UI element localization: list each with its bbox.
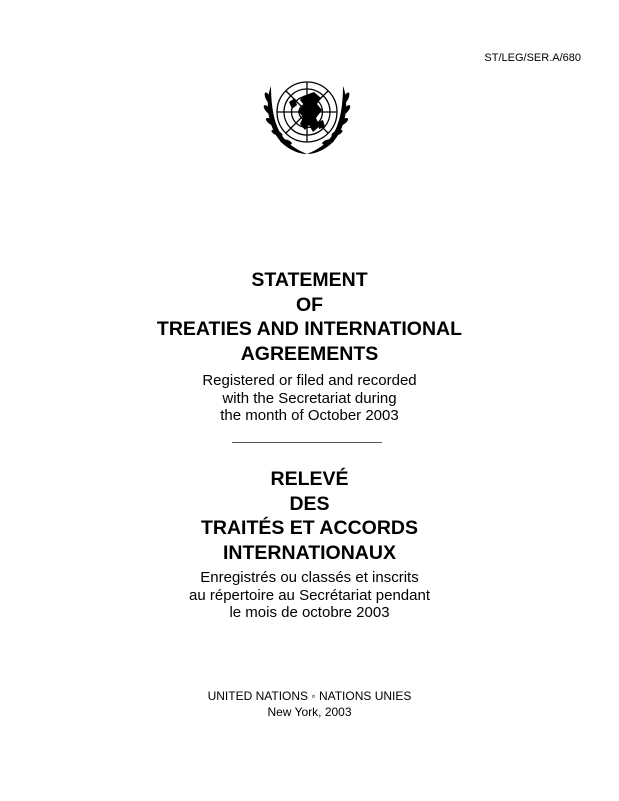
english-subtitle-line: the month of October 2003 — [220, 407, 399, 424]
document-symbol: ST/LEG/SER.A/680 — [484, 52, 581, 64]
section-divider — [232, 442, 382, 443]
french-subtitle-line: Enregistrés ou classés et inscrits — [200, 569, 419, 586]
french-title-line: TRAITÉS ET ACCORDS — [200, 517, 419, 539]
french-title-line: RELEVÉ — [270, 468, 349, 490]
english-subtitle-line: Registered or filed and recorded — [202, 372, 417, 389]
french-subtitle-line: le mois de octobre 2003 — [229, 604, 390, 621]
english-subtitle — [0, 372, 619, 425]
french-subtitle — [0, 569, 619, 622]
un-emblem-icon — [259, 74, 355, 158]
english-title-line: AGREEMENTS — [240, 342, 379, 365]
publisher-name: UNITED NATIONS ◦ NATIONS UNIES — [207, 689, 412, 703]
french-title — [0, 467, 619, 565]
english-title-line: STATEMENT — [251, 269, 368, 291]
publisher-imprint — [0, 688, 619, 720]
french-title-line: INTERNATIONAUX — [223, 541, 396, 564]
french-subtitle-line: au répertoire au Secrétariat pendant — [189, 586, 430, 604]
publication-place-year: New York, 2003 — [267, 705, 352, 719]
english-title-line: OF — [295, 293, 324, 316]
french-title-line: DES — [289, 492, 330, 515]
english-title — [0, 268, 619, 366]
english-title-line: TREATIES AND INTERNATIONAL — [156, 318, 463, 340]
english-subtitle-line: with the Secretariat during — [222, 389, 397, 407]
